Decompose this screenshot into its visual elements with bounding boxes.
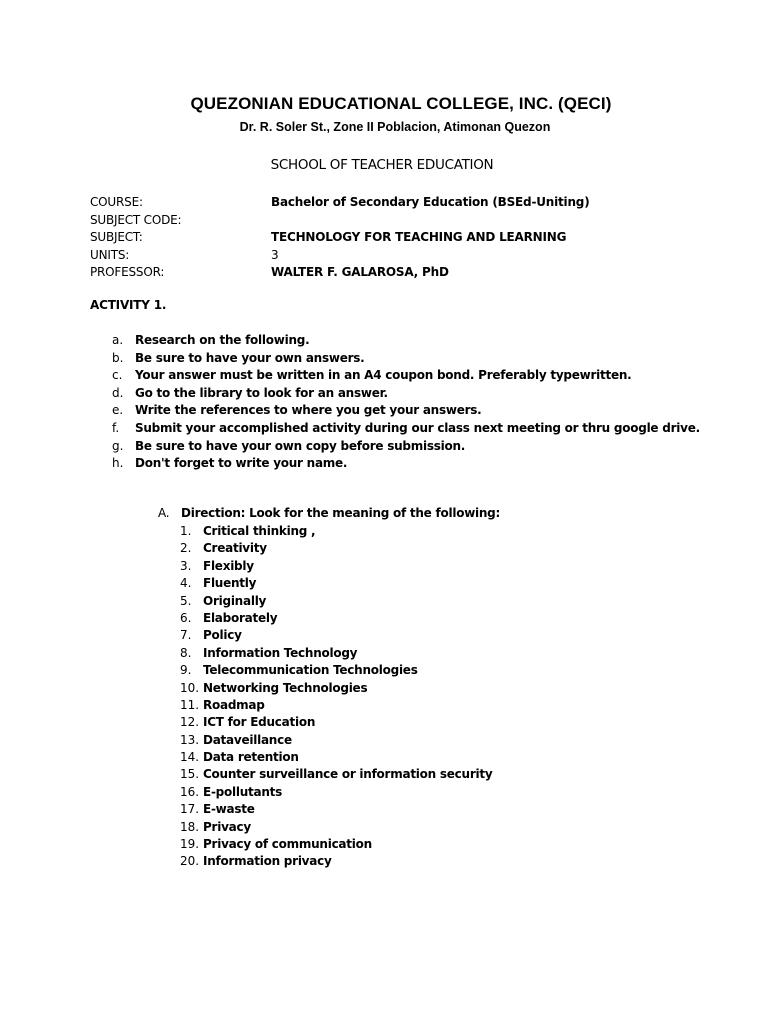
- term-text: E-pollutants: [203, 784, 283, 799]
- professor-label: PROFESSOR:: [90, 265, 165, 279]
- term-number: 10.: [180, 680, 200, 695]
- term-text: Counter surveillance or information security: [203, 767, 493, 782]
- instruction-text: Submit your accomplished activity during our class next meeting or thru google drive.: [135, 420, 700, 435]
- school-title: SCHOOL OF TEACHER EDUCATION: [270, 157, 494, 173]
- term-text: Telecommunication Technologies: [203, 663, 418, 678]
- term-number: 16.: [180, 784, 200, 799]
- term-number: 12.: [180, 715, 200, 730]
- term-text: Policy: [203, 628, 242, 643]
- term-number: 15.: [180, 767, 200, 782]
- term-number: 3.: [180, 558, 192, 573]
- term-text: Privacy: [203, 819, 251, 834]
- term-text: ICT for Education: [203, 715, 316, 730]
- term-number: 14.: [180, 750, 200, 765]
- activity-title: ACTIVITY 1.: [90, 298, 167, 312]
- term-text: Data retention: [203, 750, 299, 765]
- subject-value: TECHNOLOGY FOR TEACHING AND LEARNING: [271, 230, 567, 244]
- direction-text: Direction: Look for the meaning of the following:: [181, 506, 501, 520]
- term-text: Critical thinking ,: [203, 524, 316, 538]
- subject-label: SUBJECT:: [90, 230, 143, 244]
- term-number: 2.: [180, 541, 192, 556]
- term-number: 11.: [180, 697, 200, 712]
- instruction-letter: g.: [112, 438, 124, 453]
- term-text: Creativity: [203, 541, 267, 556]
- instruction-letter: b.: [112, 350, 124, 365]
- term-number: 7.: [180, 628, 192, 643]
- term-text: Networking Technologies: [203, 680, 368, 695]
- term-text: Information privacy: [203, 854, 332, 869]
- term-number: 6.: [180, 610, 192, 625]
- term-number: 1.: [180, 524, 192, 538]
- course-label: COURSE:: [90, 195, 143, 209]
- instruction-letter: e.: [112, 403, 124, 418]
- instruction-text: Write the references to where you get your answers.: [135, 403, 482, 418]
- term-number: 20.: [180, 854, 200, 869]
- instruction-letter: c.: [112, 368, 123, 383]
- course-value: Bachelor of Secondary Education (BSEd-Uniting): [271, 195, 590, 209]
- term-number: 18.: [180, 819, 200, 834]
- term-text: Elaborately: [203, 610, 278, 625]
- college-name: QUEZONIAN EDUCATIONAL COLLEGE, INC. (QECI): [190, 94, 612, 113]
- units-value: 3: [271, 247, 279, 262]
- term-text: Fluently: [203, 576, 257, 591]
- term-number: 8.: [180, 645, 192, 660]
- subject-code-label: SUBJECT CODE:: [90, 212, 182, 227]
- instruction-text: Be sure to have your own copy before submission.: [135, 438, 466, 453]
- term-text: Roadmap: [203, 697, 265, 712]
- instruction-letter: f.: [112, 420, 120, 435]
- term-text: E-waste: [203, 802, 255, 817]
- instruction-text: Your answer must be written in an A4 coupon bond. Preferably typewritten.: [135, 368, 632, 383]
- professor-value: WALTER F. GALAROSA, PhD: [271, 265, 449, 279]
- direction-letter: A.: [158, 506, 170, 520]
- term-text: Privacy of communication: [203, 837, 372, 852]
- term-text: Information Technology: [203, 645, 358, 660]
- term-number: 4.: [180, 576, 192, 591]
- units-label: UNITS:: [90, 247, 130, 262]
- term-number: 9.: [180, 663, 192, 678]
- term-number: 13.: [180, 732, 200, 747]
- instruction-letter: a.: [112, 333, 124, 347]
- term-text: Originally: [203, 593, 267, 608]
- instruction-text: Research on the following.: [135, 333, 310, 347]
- term-number: 5.: [180, 593, 192, 608]
- instruction-letter: d.: [112, 385, 124, 400]
- term-text: Flexibly: [203, 558, 254, 573]
- instruction-text: Go to the library to look for an answer.: [135, 385, 388, 400]
- term-number: 19.: [180, 837, 200, 852]
- term-text: Dataveillance: [203, 732, 292, 747]
- instruction-text: Don't forget to write your name.: [135, 456, 348, 471]
- instruction-text: Be sure to have your own answers.: [135, 350, 365, 365]
- term-number: 17.: [180, 802, 200, 817]
- instruction-letter: h.: [112, 456, 124, 471]
- college-address: Dr. R. Soler St., Zone II Poblacion, Atimonan Quezon: [239, 120, 551, 134]
